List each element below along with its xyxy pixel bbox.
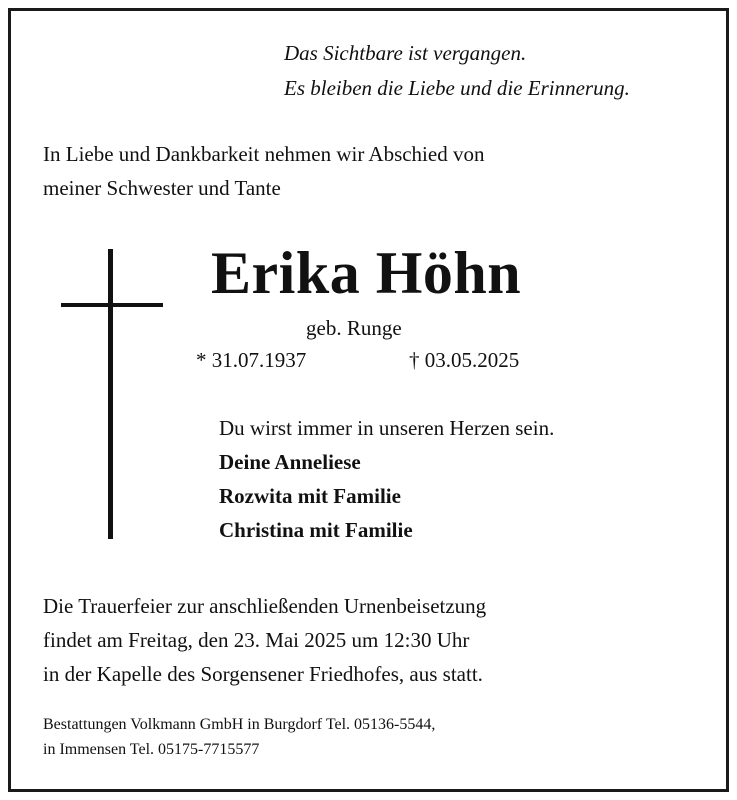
ceremony-line-2: findet am Freitag, den 23. Mai 2025 um 12:30 Uhr bbox=[43, 628, 470, 652]
obituary-notice bbox=[8, 8, 729, 792]
intro-line-2: meiner Schwester und Tante bbox=[43, 176, 281, 200]
funeral-home-line-2: in Immensen Tel. 05175-7715577 bbox=[43, 741, 260, 758]
ceremony-line-1: Die Trauerfeier zur anschließenden Urnenbeisetzung bbox=[43, 594, 487, 618]
signature-3: Christina mit Familie bbox=[219, 518, 413, 542]
intro-line-1: In Liebe und Dankbarkeit nehmen wir Abschied von bbox=[43, 142, 485, 166]
death-date: † 03.05.2025 bbox=[409, 348, 520, 372]
motto-line-1: Das Sichtbare ist vergangen. bbox=[284, 41, 527, 65]
signature-1: Deine Anneliese bbox=[219, 450, 361, 474]
cross-vertical-bar bbox=[108, 249, 113, 539]
cross-horizontal-bar bbox=[61, 303, 163, 307]
signature-2: Rozwita mit Familie bbox=[219, 484, 401, 508]
birth-name: geb. Runge bbox=[306, 316, 402, 340]
motto-line-2: Es bleiben die Liebe und die Erinnerung. bbox=[284, 76, 630, 100]
verse: Du wirst immer in unseren Herzen sein. bbox=[219, 416, 555, 440]
funeral-home-line-1: Bestattungen Volkmann GmbH in Burgdorf Tel. 05136-5544, bbox=[43, 716, 436, 733]
deceased-name: Erika Höhn bbox=[211, 240, 522, 306]
birth-date: * 31.07.1937 bbox=[196, 348, 307, 372]
ceremony-line-3: in der Kapelle des Sorgensener Friedhofes, aus statt. bbox=[43, 662, 483, 686]
